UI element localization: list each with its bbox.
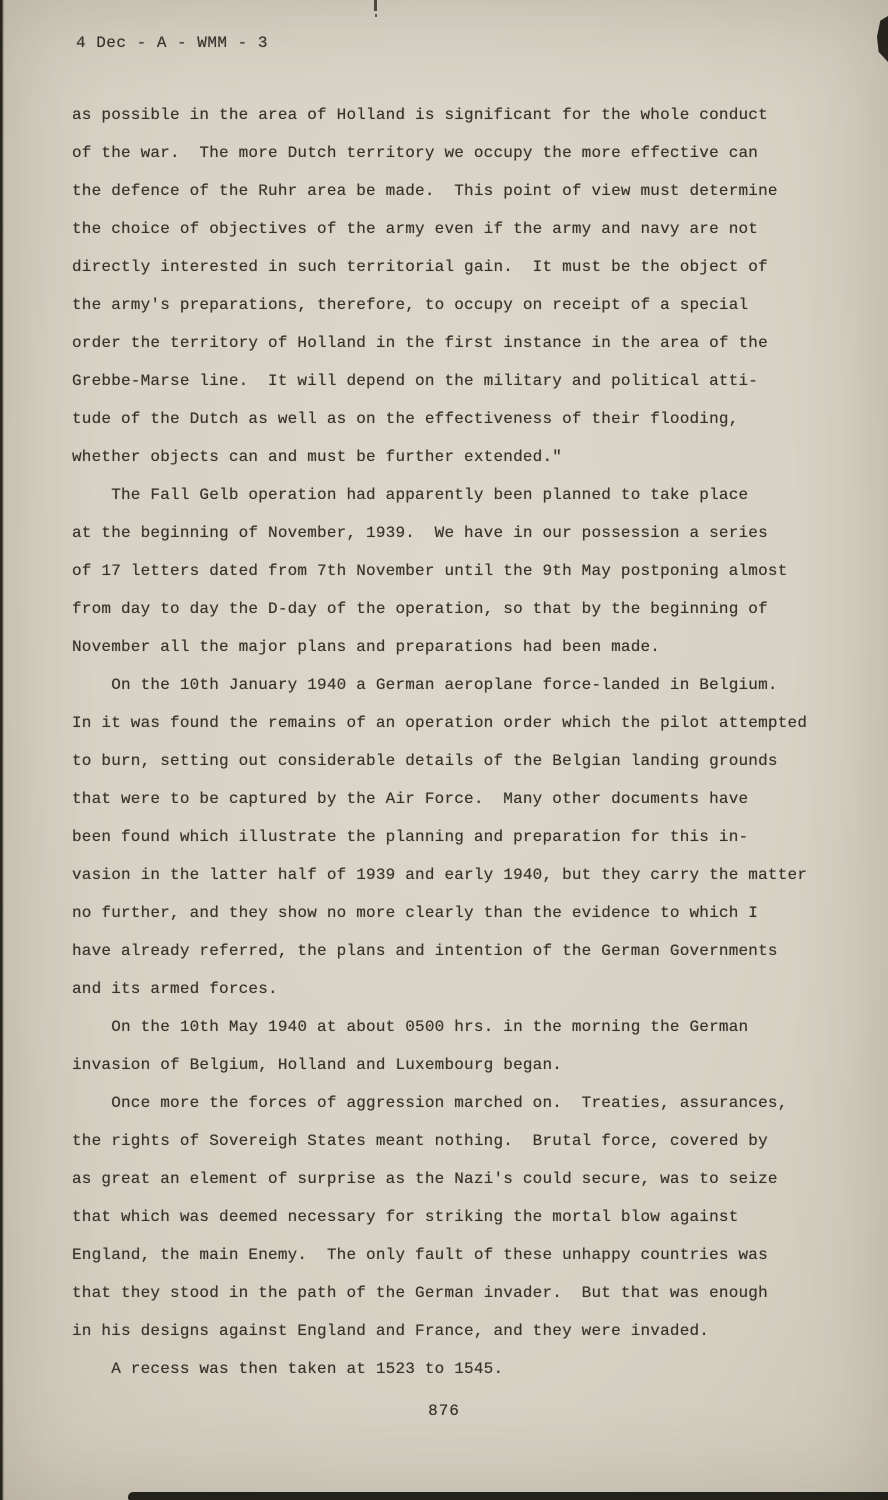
text-line: order the territory of Holland in the first instance in the area of the bbox=[72, 334, 768, 352]
text-line: to burn, setting out considerable details of the Belgian landing grounds bbox=[72, 752, 778, 770]
text-line: been found which illustrate the planning and preparation for this in- bbox=[72, 828, 749, 846]
text-line: have already referred, the plans and intention of the German Governments bbox=[72, 942, 778, 960]
text-line: invasion of Belgium, Holland and Luxembourg began. bbox=[72, 1056, 563, 1074]
text-line: tude of the Dutch as well as on the effectiveness of their flooding, bbox=[72, 410, 739, 428]
text-line: On the 10th May 1940 at about 0500 hrs. in the morning the German bbox=[72, 1018, 749, 1036]
text-line: from day to day the D-day of the operation, so that by the beginning of bbox=[72, 600, 768, 618]
text-line: On the 10th January 1940 a German aeroplane force-landed in Belgium. bbox=[72, 676, 778, 694]
text-line: whether objects can and must be further extended." bbox=[72, 448, 563, 466]
scan-edge-left bbox=[0, 0, 4, 1500]
text-line: the rights of Sovereigh States meant nothing. Brutal force, covered by bbox=[72, 1132, 768, 1150]
text-line: and its armed forces. bbox=[72, 980, 278, 998]
scan-artifact-top-mark bbox=[374, 0, 377, 11]
text-line: the defence of the Ruhr area be made. This point of view must determine bbox=[72, 182, 778, 200]
text-line: In it was found the remains of an operation order which the pilot attempted bbox=[72, 714, 808, 732]
text-line: in his designs against England and France, and they were invaded. bbox=[72, 1322, 710, 1340]
text-line: The Fall Gelb operation had apparently been planned to take place bbox=[72, 486, 749, 504]
scan-edge-bottom bbox=[128, 1492, 888, 1500]
page-number: 876 bbox=[428, 1402, 460, 1420]
page-header: 4 Dec - A - WMM - 3 bbox=[76, 34, 268, 52]
text-line: no further, and they show no more clearly than the evidence to which I bbox=[72, 904, 759, 922]
text-line: vasion in the latter half of 1939 and early 1940, but they carry the matter bbox=[72, 866, 808, 884]
text-line: as possible in the area of Holland is significant for the whole conduct bbox=[72, 106, 768, 124]
text-line: that they stood in the path of the German invader. But that was enough bbox=[72, 1284, 768, 1302]
text-line: Once more the forces of aggression marched on. Treaties, assurances, bbox=[72, 1094, 788, 1112]
text-line: A recess was then taken at 1523 to 1545. bbox=[72, 1360, 504, 1378]
text-line: the choice of objectives of the army even if the army and navy are not bbox=[72, 220, 759, 238]
document-body bbox=[72, 96, 852, 1388]
scan-artifact-corner bbox=[877, 16, 888, 62]
text-line: that were to be captured by the Air Force. Many other documents have bbox=[72, 790, 749, 808]
text-line: England, the main Enemy. The only fault of these unhappy countries was bbox=[72, 1246, 768, 1264]
scan-artifact-top-dot bbox=[375, 14, 377, 17]
text-line: as great an element of surprise as the Nazi's could secure, was to seize bbox=[72, 1170, 778, 1188]
text-line: Grebbe-Marse line. It will depend on the military and political atti- bbox=[72, 372, 759, 390]
text-line: of the war. The more Dutch territory we occupy the more effective can bbox=[72, 144, 759, 162]
text-line: November all the major plans and preparations had been made. bbox=[72, 638, 661, 656]
text-line: directly interested in such territorial gain. It must be the object of bbox=[72, 258, 768, 276]
text-line: that which was deemed necessary for striking the mortal blow against bbox=[72, 1208, 739, 1226]
text-line: the army's preparations, therefore, to occupy on receipt of a special bbox=[72, 296, 749, 314]
text-line: of 17 letters dated from 7th November until the 9th May postponing almost bbox=[72, 562, 788, 580]
text-line: at the beginning of November, 1939. We have in our possession a series bbox=[72, 524, 768, 542]
